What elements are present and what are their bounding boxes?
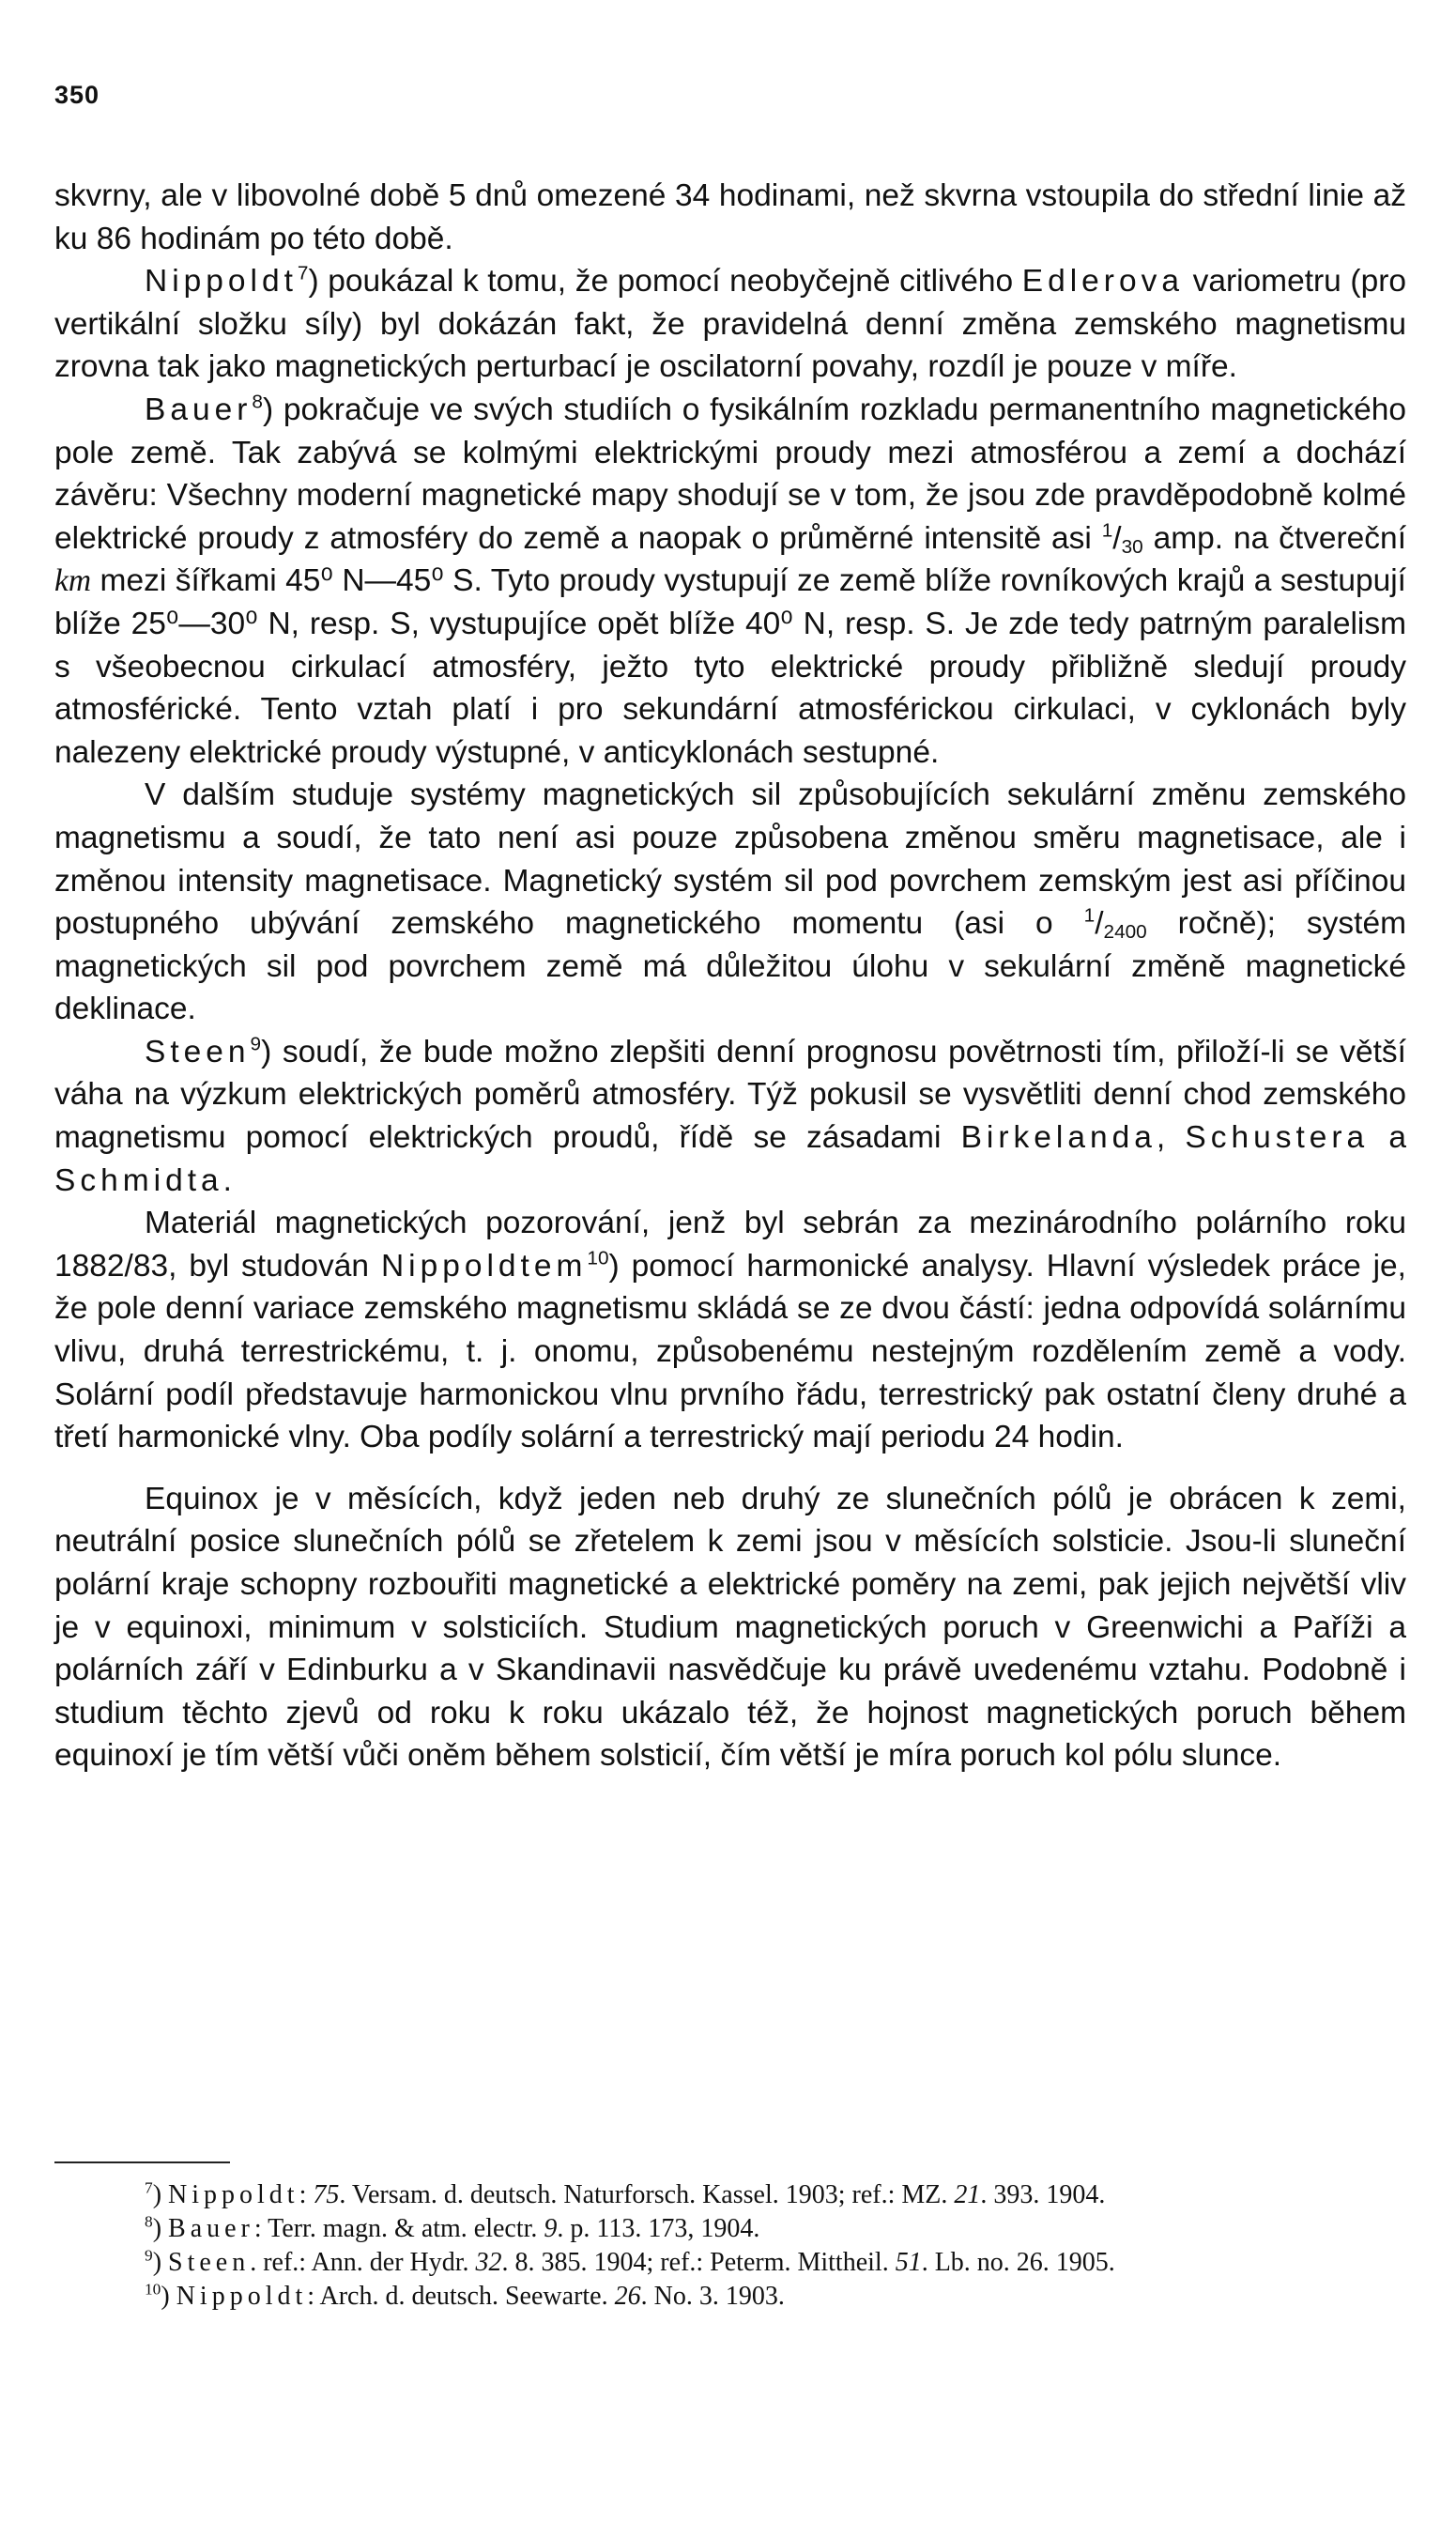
volume-number: 51 xyxy=(895,2248,922,2277)
paragraph-1: skvrny, ale v libovolné době 5 dnů omezené 34 hodinami, než skvrna vstoupila do střední linie až ku 86 hodinám po této době. xyxy=(54,178,1406,256)
footnote: $^9$) Steen. ref.: Ann. der Hydr. 32. 8. 385. 1904; ref.: Peterm. Mittheil. 51. Lb. no. 26. 1905. xyxy=(145,2246,1115,2277)
volume-number: 32 xyxy=(475,2248,502,2277)
footnote-mark: 7 xyxy=(145,2178,153,2197)
text-run: ročně); systém magnetických sil pod povrchem země má důležitou úlohu v sekulární změně magnetické deklinace. xyxy=(54,906,1406,1027)
footnote-ref[interactable]: 10 xyxy=(587,1247,609,1269)
volume-number: 26 xyxy=(614,2282,641,2311)
text-run: . xyxy=(222,1162,232,1198)
footnote-author: Steen xyxy=(168,2248,251,2277)
footnote-ref[interactable]: 7 xyxy=(297,262,309,285)
paragraph-6 xyxy=(54,1202,1406,1459)
volume-number: 9 xyxy=(544,2214,558,2243)
volume-number: 21 xyxy=(954,2180,981,2209)
text-run: . No. 3. 1903. xyxy=(640,2282,785,2311)
text-run: . Lb. no. 26. 1905. xyxy=(921,2248,1115,2277)
footnotes xyxy=(54,2178,1406,2314)
paragraph-7: Equinox je v měsících, když jeden neb druhý ze slunečních pólů je obrácen k zemi, neutrální posice slunečních pólů se zřetelem k zemi jsou v měsících solsticie. Jsou-li sluneční polární kraje schopny rozbouřiti magnetické a elektrické poměry na zemi, pak jejich největší vliv je v equinoxi, minimum v solsticiích. Studium magnetických poruch v Greenwichi a Paříži a polárních září v Edinburku a v Skandinavii nasvědčuje ku právě uvedenému vztahu. Podobně i studium těchto zjevů od roku k roku ukázalo též, že hojnost magnetických poruch během equinoxí je tím větší vůči oněm během solsticií, čím větší je míra poruch kol pólu slunce. xyxy=(54,1481,1406,1774)
text-run: : xyxy=(299,2180,314,2209)
fraction-numerator: 1 xyxy=(1101,519,1113,542)
text-run: : Terr. magn. & atm. electr. xyxy=(253,2214,544,2243)
text-run: . p. 113. 173, 1904. xyxy=(557,2214,760,2243)
author-name: Bauer xyxy=(145,392,253,427)
text-run: Materiál magnetických pozorování, jenž byl sebrán za mezinárodního polárního roku 1882/83, byl studován xyxy=(54,1206,1406,1284)
page-number: 350 xyxy=(54,81,100,109)
body-text xyxy=(54,175,1406,1777)
text-run: ) pokračuje ve svých studiích o fysikálním rozkladu permanentního magnetického pole země. Tak zabývá se kolmými elektrickými proudy mezi atmosférou a zemí a dochází závěru: Všechny moderní magnetické mapy shodují se v tom, že jsou zde pravděpodobně kolmé elektrické proudy z atmosféry do země a naopak o průměrné intensitě asi xyxy=(54,392,1406,556)
footnote-mark: 8 xyxy=(145,2212,153,2231)
paragraph-2 xyxy=(54,260,1406,389)
text-run: , xyxy=(1156,1120,1186,1156)
text-run: ) poukázal k tomu, že pomocí neobyčejně citlivého xyxy=(308,264,1022,300)
text-run: ) pomocí harmonické analysy. Hlavní výsledek práce je, že pole denní variace zemského magnetismu skládá se ze dvou částí: jedna odpovídá solárnímu vlivu, druhá terrestrickému, t. j. onomu, způsobenému nestejným rozdělením země a vody. Solární podíl představuje harmonickou vlnu prvního řádu, terrestrický pak ostatní členy druhé a třetí harmonické vlny. Oba podíly solární a terrestrický mají periodu 24 hodin. xyxy=(54,1248,1406,1455)
text-run: . Versam. d. deutsch. Naturforsch. Kassel. 1903; ref.: MZ. xyxy=(339,2180,955,2209)
author-name: Nippoldtem xyxy=(380,1248,588,1284)
footnote-author: Bauer xyxy=(168,2214,254,2243)
paragraph-gap xyxy=(54,1459,1406,1478)
text-run: . 8. 385. 1904; ref.: Peterm. Mittheil. xyxy=(501,2248,896,2277)
author-name: Schmidta xyxy=(54,1162,223,1198)
author-name: Steen xyxy=(145,1034,251,1069)
text-run: . 393. 1904. xyxy=(980,2180,1106,2209)
footnote: $^8$) Bauer: Terr. magn. & atm. electr. 9. p. 113. 173, 1904. xyxy=(145,2212,760,2243)
footnote-ref[interactable]: 8 xyxy=(252,391,263,413)
author-name: Nippoldt xyxy=(145,264,298,300)
footnote-divider xyxy=(54,2161,230,2163)
unit-km: km xyxy=(54,563,92,599)
author-name: Schustera xyxy=(1185,1120,1370,1156)
footnote: $^{10}$) Nippoldt: Arch. d. deutsch. Seewarte. 26. No. 3. 1903. xyxy=(145,2280,785,2311)
fraction-denominator: 2400 xyxy=(1103,921,1147,944)
volume-number: 75 xyxy=(313,2180,340,2209)
text-run: : Arch. d. deutsch. Seewarte. xyxy=(307,2282,615,2311)
footnote-mark: 10 xyxy=(145,2280,161,2299)
author-name: Birkelanda xyxy=(960,1120,1157,1156)
author-name: Edlerova xyxy=(1021,264,1184,300)
footnote-mark: 9 xyxy=(145,2246,153,2265)
fraction-numerator: 1 xyxy=(1083,904,1096,927)
text-run: V dalším studuje systémy magnetických sil způsobujících sekulární změnu zemského magnetismu a soudí, že tato není asi pouze způsobena změnou směru magnetisace, ale i změnou intensity magnetisace. Magnetický systém sil pod povrchem zemským jest asi příčinou postupného ubývání zemského magnetického momentu (asi o xyxy=(54,777,1406,942)
text-run: amp. na čtvereční xyxy=(1142,520,1406,556)
footnote: $^7$) Nippoldt: 75. Versam. d. deutsch. Naturforsch. Kassel. 1903; ref.: MZ. 21. 393. 1904. xyxy=(145,2178,1106,2209)
footnote-ref[interactable]: 9 xyxy=(250,1033,262,1055)
text-run: variometru (pro vertikální složku síly) byl dokázán fakt, že pravidelná denní změna zemského magnetismu zrovna tak jako magnetických perturbací je oscilatorní povahy, rozdíl je pouze v míře. xyxy=(54,264,1406,385)
text-run: a xyxy=(1369,1120,1406,1156)
footnote-author: Nippoldt xyxy=(176,2282,308,2311)
text-run: . ref.: Ann. der Hydr. xyxy=(250,2248,476,2277)
paragraph-4: V dalším studuje systémy magnetických sil způsobujících sekulární změnu zemského magnetismu a soudí, že tato není asi pouze způsobena změnou směru magnetisace, ale i změnou intensity magnetisace. Magnetický systém sil pod povrchem zemským jest asi příčinou postupného ubývání zemského magnetického momentu (asi o $^1/_{2400}$ ročně); systém magnetických sil pod povrchem země má důležitou úlohu v sekulární změně magnetické deklinace. xyxy=(54,777,1406,1027)
footnote-author: Nippoldt xyxy=(168,2180,299,2209)
paragraph-3: Bauer$^8$) pokračuje ve svých studiích o fysikálním rozkladu permanentního magnetického pole země. Tak zabývá se kolmými elektrickými proudy mezi atmosférou a zemí a dochází závěru: Všechny moderní magnetické mapy shodují se v tom, že jsou zde pravděpodobně kolmé elektrické proudy z atmosféry do země a naopak o průměrné intensitě asi $^1/_{30}$ amp. na čtvereční km mezi šířkami 45⁰ N—45⁰ S. Tyto proudy vystupují ze země blíže rovníkových krajů a sestupují blíže 25⁰—30⁰ N, resp. S, vystupujíce opět blíže 40⁰ N, resp. S. Je zde tedy patrným paralelism s všeobecnou cirkulací atmosféry, ježto tyto elektrické proudy přibližně sledují proudy atmosférické. Tento vztah platí i pro sekundární atmosférickou cirkulaci, v cyklonách byly nalezeny elektrické proudy výstupné, v anticyklonách sestupné. xyxy=(54,391,1406,770)
fraction-denominator: 30 xyxy=(1121,535,1143,558)
text-run: ) soudí, že bude možno zlepšiti denní prognosu povětrnosti tím, přiloží-li se větší váha na výzkum elektrických poměrů atmosféry. Týž pokusil se vysvětliti denní chod zemského magnetismu pomocí elektrických proudů, řídě se zásadami xyxy=(54,1034,1406,1156)
text-run: mezi šířkami 45⁰ N—45⁰ S. Tyto proudy vystupují ze země blíže rovníkových krajů a sestupují blíže 25⁰—30⁰ N, resp. S, vystupujíce opět blíže 40⁰ N, resp. S. Je zde tedy patrným paralelism s všeobecnou cirkulací atmosféry, ježto tyto elektrické proudy přibližně sledují proudy atmosférické. Tento vztah platí i pro sekundární atmosférickou cirkulaci, v cyklonách byly nalezeny elektrické proudy výstupné, v anticyklonách sestupné. xyxy=(54,563,1406,770)
paragraph-5 xyxy=(54,1031,1406,1202)
